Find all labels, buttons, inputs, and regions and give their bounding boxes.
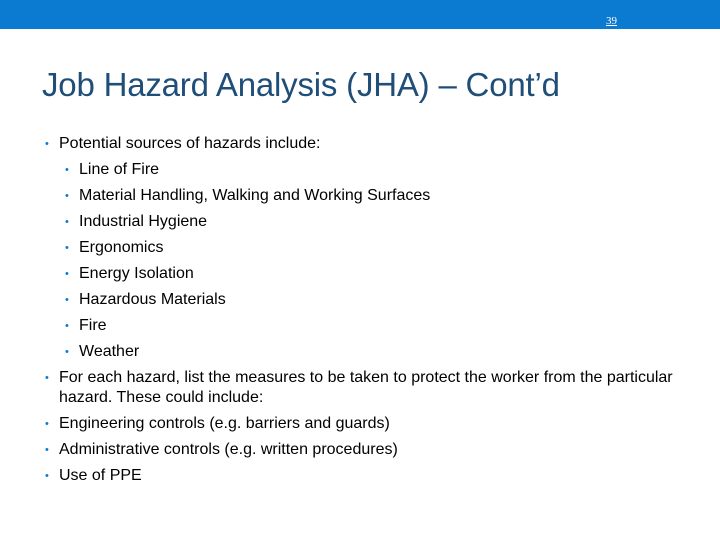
bullet-marker: •: [45, 444, 49, 456]
sub-bullet-item: [42, 157, 692, 183]
bullet-text: Material Handling, Walking and Working Surfaces: [79, 187, 431, 204]
bullet-text: Weather: [79, 343, 140, 360]
bullet-text: Potential sources of hazards include:: [59, 135, 321, 152]
bullet-text: Industrial Hygiene: [79, 213, 208, 230]
bullet-item: [42, 437, 692, 463]
bullet-text: Administrative controls (e.g. written procedures): [59, 441, 398, 458]
bullet-marker: •: [65, 190, 69, 202]
bullet-item: [42, 365, 692, 411]
bullet-marker: •: [65, 320, 69, 332]
bullet-marker: •: [65, 216, 69, 228]
bullet-item: [42, 463, 692, 489]
slide-number: 39: [606, 15, 617, 27]
bullet-text: For each hazard, list the measures to be taken to protect the worker from the particular hazard. These could include:: [59, 369, 673, 406]
bullet-text: Energy Isolation: [79, 265, 194, 282]
sub-bullet-item: [42, 313, 692, 339]
bullet-marker: •: [65, 346, 69, 358]
bullet-text: Line of Fire: [79, 161, 160, 178]
bullet-marker: •: [65, 242, 69, 254]
bullet-marker: •: [45, 138, 49, 150]
sub-bullet-item: [42, 183, 692, 209]
sub-bullet-item: [42, 339, 692, 365]
bullet-marker: •: [65, 268, 69, 280]
sub-bullet-item: [42, 209, 692, 235]
slide-title: Job Hazard Analysis (JHA) – Cont’d: [42, 66, 560, 103]
bullet-text: Use of PPE: [59, 467, 142, 484]
bullet-text: Ergonomics: [79, 239, 164, 256]
bullet-marker: •: [65, 164, 69, 176]
bullet-text: Engineering controls (e.g. barriers and guards): [59, 415, 390, 432]
bullet-text: Fire: [79, 317, 107, 334]
bullet-list: [42, 131, 692, 489]
bullet-item: [42, 131, 692, 157]
sub-bullet-item: [42, 287, 692, 313]
bullet-marker: •: [65, 294, 69, 306]
sub-bullet-item: [42, 235, 692, 261]
bullet-text: Hazardous Materials: [79, 291, 226, 308]
bullet-marker: •: [45, 470, 49, 482]
bullet-item: [42, 411, 692, 437]
bullet-marker: •: [45, 372, 49, 384]
top-accent-bar: [0, 0, 720, 29]
bullet-marker: •: [45, 418, 49, 430]
sub-bullet-item: [42, 261, 692, 287]
